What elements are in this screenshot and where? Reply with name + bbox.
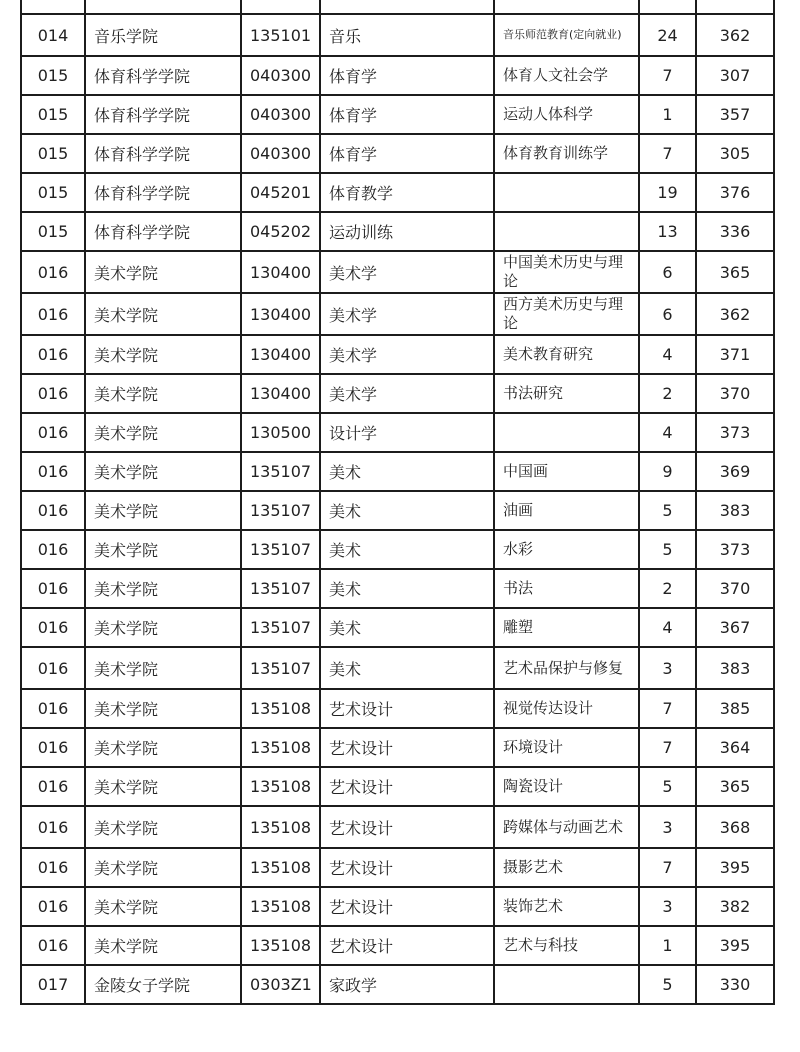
score-line-cell: 367 — [696, 608, 774, 647]
major-code-cell: 130400 — [241, 374, 320, 413]
research-direction-cell: 油画 — [494, 491, 639, 530]
major-code-cell: 135107 — [241, 491, 320, 530]
score-line-cell: 376 — [696, 173, 774, 212]
college-code-cell: 016 — [21, 926, 85, 965]
table-row — [21, 0, 774, 14]
score-line-cell: 365 — [696, 767, 774, 806]
enrollment-count-cell: 7 — [639, 728, 696, 767]
table-row — [21, 806, 774, 848]
major-name-cell: 艺术设计 — [320, 887, 494, 926]
table-row — [21, 887, 774, 926]
table-row — [21, 56, 774, 95]
college-name-cell — [85, 0, 241, 14]
research-direction-cell: 环境设计 — [494, 728, 639, 767]
college-name-cell: 金陵女子学院 — [85, 965, 241, 1004]
research-direction-cell: 装饰艺术 — [494, 887, 639, 926]
college-code-cell: 016 — [21, 887, 85, 926]
college-code-cell: 016 — [21, 335, 85, 374]
college-code-cell: 016 — [21, 374, 85, 413]
college-name-cell: 美术学院 — [85, 848, 241, 887]
table-row — [21, 293, 774, 335]
score-line-cell: 357 — [696, 95, 774, 134]
college-name-cell: 体育科学学院 — [85, 212, 241, 251]
major-code-cell: 130400 — [241, 293, 320, 335]
score-line-cell: 336 — [696, 212, 774, 251]
enrollment-count-cell: 7 — [639, 689, 696, 728]
major-code-cell: 135108 — [241, 767, 320, 806]
enrollment-count-cell: 3 — [639, 806, 696, 848]
major-code-cell: 135107 — [241, 569, 320, 608]
major-code-cell: 130500 — [241, 413, 320, 452]
major-code-cell: 135101 — [241, 14, 320, 56]
college-code-cell: 014 — [21, 14, 85, 56]
major-code-cell: 045201 — [241, 173, 320, 212]
major-name-cell: 美术 — [320, 647, 494, 689]
major-code-cell: 135108 — [241, 728, 320, 767]
table-row — [21, 212, 774, 251]
college-code-cell: 016 — [21, 608, 85, 647]
table-row — [21, 689, 774, 728]
major-name-cell: 美术学 — [320, 251, 494, 293]
college-code-cell: 016 — [21, 728, 85, 767]
score-line-cell: 362 — [696, 14, 774, 56]
college-name-cell: 美术学院 — [85, 647, 241, 689]
table-row — [21, 530, 774, 569]
major-code-cell: 135107 — [241, 530, 320, 569]
college-code-cell: 015 — [21, 95, 85, 134]
college-code-cell: 015 — [21, 212, 85, 251]
research-direction-cell: 中国画 — [494, 452, 639, 491]
research-direction-cell — [494, 965, 639, 1004]
table-row — [21, 848, 774, 887]
score-line-cell: 362 — [696, 293, 774, 335]
major-code-cell — [241, 0, 320, 14]
major-name-cell: 艺术设计 — [320, 806, 494, 848]
college-code-cell: 016 — [21, 806, 85, 848]
major-name-cell: 体育教学 — [320, 173, 494, 212]
enrollment-count-cell: 6 — [639, 293, 696, 335]
table-row — [21, 728, 774, 767]
table-row — [21, 374, 774, 413]
research-direction-cell — [494, 0, 639, 14]
table-row — [21, 14, 774, 56]
major-name-cell: 家政学 — [320, 965, 494, 1004]
college-name-cell: 美术学院 — [85, 530, 241, 569]
score-line-cell: 330 — [696, 965, 774, 1004]
research-direction-cell: 体育教育训练学 — [494, 134, 639, 173]
college-name-cell: 美术学院 — [85, 374, 241, 413]
major-code-cell: 130400 — [241, 251, 320, 293]
major-name-cell: 美术学 — [320, 335, 494, 374]
enrollment-count-cell: 13 — [639, 212, 696, 251]
research-direction-cell: 陶瓷设计 — [494, 767, 639, 806]
research-direction-cell: 西方美术历史与理论 — [494, 293, 639, 335]
major-code-cell: 040300 — [241, 95, 320, 134]
major-code-cell: 130400 — [241, 335, 320, 374]
research-direction-cell — [494, 413, 639, 452]
research-direction-cell: 摄影艺术 — [494, 848, 639, 887]
major-code-cell: 045202 — [241, 212, 320, 251]
college-code-cell: 016 — [21, 413, 85, 452]
enrollment-count-cell: 5 — [639, 767, 696, 806]
research-direction-cell: 雕塑 — [494, 608, 639, 647]
college-name-cell: 音乐学院 — [85, 14, 241, 56]
college-name-cell: 美术学院 — [85, 767, 241, 806]
table-row — [21, 452, 774, 491]
research-direction-cell: 视觉传达设计 — [494, 689, 639, 728]
college-name-cell: 体育科学学院 — [85, 173, 241, 212]
college-code-cell: 016 — [21, 689, 85, 728]
college-name-cell: 美术学院 — [85, 608, 241, 647]
table-row — [21, 95, 774, 134]
table-row — [21, 134, 774, 173]
college-code-cell: 017 — [21, 965, 85, 1004]
enrollment-count-cell: 5 — [639, 530, 696, 569]
college-code-cell: 016 — [21, 530, 85, 569]
document-page — [20, 0, 773, 1005]
enrollment-count-cell: 24 — [639, 14, 696, 56]
major-name-cell: 美术 — [320, 608, 494, 647]
score-line-cell: 395 — [696, 926, 774, 965]
enrollment-count-cell: 9 — [639, 452, 696, 491]
college-code-cell: 016 — [21, 293, 85, 335]
enrollment-count-cell: 4 — [639, 335, 696, 374]
table-row — [21, 251, 774, 293]
major-name-cell: 美术 — [320, 491, 494, 530]
major-code-cell: 135108 — [241, 689, 320, 728]
enrollment-count-cell: 4 — [639, 608, 696, 647]
major-name-cell: 体育学 — [320, 95, 494, 134]
major-code-cell: 040300 — [241, 56, 320, 95]
research-direction-cell: 体育人文社会学 — [494, 56, 639, 95]
research-direction-cell — [494, 212, 639, 251]
major-code-cell: 040300 — [241, 134, 320, 173]
major-name-cell — [320, 0, 494, 14]
table-row — [21, 491, 774, 530]
college-name-cell: 体育科学学院 — [85, 56, 241, 95]
college-name-cell: 美术学院 — [85, 728, 241, 767]
score-line-cell: 370 — [696, 374, 774, 413]
table-row — [21, 173, 774, 212]
major-name-cell: 体育学 — [320, 56, 494, 95]
college-code-cell: 016 — [21, 848, 85, 887]
major-name-cell: 美术学 — [320, 293, 494, 335]
table-row — [21, 569, 774, 608]
enrollment-count-cell — [639, 0, 696, 14]
research-direction-cell: 运动人体科学 — [494, 95, 639, 134]
college-code-cell — [21, 0, 85, 14]
major-name-cell: 体育学 — [320, 134, 494, 173]
score-line-cell: 364 — [696, 728, 774, 767]
research-direction-cell — [494, 173, 639, 212]
college-code-cell: 016 — [21, 767, 85, 806]
research-direction-cell: 中国美术历史与理论 — [494, 251, 639, 293]
college-code-cell: 016 — [21, 569, 85, 608]
enrollment-count-cell: 6 — [639, 251, 696, 293]
enrollment-count-cell: 5 — [639, 965, 696, 1004]
major-name-cell: 美术 — [320, 569, 494, 608]
enrollment-count-cell: 4 — [639, 413, 696, 452]
college-code-cell: 016 — [21, 491, 85, 530]
enrollment-count-cell: 1 — [639, 926, 696, 965]
score-line-cell: 382 — [696, 887, 774, 926]
major-code-cell: 135108 — [241, 806, 320, 848]
score-line-cell: 307 — [696, 56, 774, 95]
college-code-cell: 016 — [21, 452, 85, 491]
admission-score-table — [20, 0, 775, 1005]
research-direction-cell: 跨媒体与动画艺术 — [494, 806, 639, 848]
table-body — [21, 0, 774, 1004]
research-direction-cell: 水彩 — [494, 530, 639, 569]
score-line-cell: 365 — [696, 251, 774, 293]
major-code-cell: 135108 — [241, 848, 320, 887]
score-line-cell: 373 — [696, 530, 774, 569]
college-code-cell: 016 — [21, 251, 85, 293]
research-direction-cell: 艺术与科技 — [494, 926, 639, 965]
major-code-cell: 0303Z1 — [241, 965, 320, 1004]
major-name-cell: 音乐 — [320, 14, 494, 56]
major-code-cell: 135108 — [241, 887, 320, 926]
enrollment-count-cell: 5 — [639, 491, 696, 530]
college-code-cell: 015 — [21, 173, 85, 212]
college-name-cell: 美术学院 — [85, 452, 241, 491]
enrollment-count-cell: 7 — [639, 56, 696, 95]
enrollment-count-cell: 2 — [639, 374, 696, 413]
major-name-cell: 艺术设计 — [320, 767, 494, 806]
major-name-cell: 艺术设计 — [320, 689, 494, 728]
college-name-cell: 美术学院 — [85, 293, 241, 335]
college-name-cell: 美术学院 — [85, 689, 241, 728]
table-row — [21, 965, 774, 1004]
score-line-cell: 371 — [696, 335, 774, 374]
college-name-cell: 美术学院 — [85, 806, 241, 848]
college-name-cell: 美术学院 — [85, 569, 241, 608]
research-direction-cell: 书法 — [494, 569, 639, 608]
major-name-cell: 美术 — [320, 452, 494, 491]
score-line-cell — [696, 0, 774, 14]
college-name-cell: 美术学院 — [85, 335, 241, 374]
enrollment-count-cell: 3 — [639, 887, 696, 926]
college-name-cell: 美术学院 — [85, 926, 241, 965]
major-code-cell: 135107 — [241, 647, 320, 689]
college-name-cell: 体育科学学院 — [85, 134, 241, 173]
major-name-cell: 运动训练 — [320, 212, 494, 251]
enrollment-count-cell: 2 — [639, 569, 696, 608]
research-direction-cell: 美术教育研究 — [494, 335, 639, 374]
college-code-cell: 015 — [21, 56, 85, 95]
score-line-cell: 370 — [696, 569, 774, 608]
enrollment-count-cell: 3 — [639, 647, 696, 689]
major-name-cell: 艺术设计 — [320, 848, 494, 887]
major-name-cell: 美术 — [320, 530, 494, 569]
score-line-cell: 369 — [696, 452, 774, 491]
enrollment-count-cell: 19 — [639, 173, 696, 212]
score-line-cell: 383 — [696, 491, 774, 530]
enrollment-count-cell: 1 — [639, 95, 696, 134]
score-line-cell: 385 — [696, 689, 774, 728]
score-line-cell: 368 — [696, 806, 774, 848]
enrollment-count-cell: 7 — [639, 848, 696, 887]
college-code-cell: 016 — [21, 647, 85, 689]
table-row — [21, 413, 774, 452]
research-direction-cell: 音乐师范教育(定向就业) — [494, 14, 639, 56]
college-name-cell: 体育科学学院 — [85, 95, 241, 134]
score-line-cell: 395 — [696, 848, 774, 887]
college-name-cell: 美术学院 — [85, 887, 241, 926]
major-code-cell: 135107 — [241, 608, 320, 647]
table-row — [21, 926, 774, 965]
score-line-cell: 383 — [696, 647, 774, 689]
research-direction-cell: 书法研究 — [494, 374, 639, 413]
major-code-cell: 135108 — [241, 926, 320, 965]
score-line-cell: 305 — [696, 134, 774, 173]
score-line-cell: 373 — [696, 413, 774, 452]
college-code-cell: 015 — [21, 134, 85, 173]
table-row — [21, 608, 774, 647]
table-row — [21, 335, 774, 374]
major-code-cell: 135107 — [241, 452, 320, 491]
major-name-cell: 艺术设计 — [320, 926, 494, 965]
college-name-cell: 美术学院 — [85, 251, 241, 293]
table-row — [21, 647, 774, 689]
college-name-cell: 美术学院 — [85, 413, 241, 452]
research-direction-cell: 艺术品保护与修复 — [494, 647, 639, 689]
major-name-cell: 艺术设计 — [320, 728, 494, 767]
major-name-cell: 设计学 — [320, 413, 494, 452]
major-name-cell: 美术学 — [320, 374, 494, 413]
table-row — [21, 767, 774, 806]
college-name-cell: 美术学院 — [85, 491, 241, 530]
enrollment-count-cell: 7 — [639, 134, 696, 173]
